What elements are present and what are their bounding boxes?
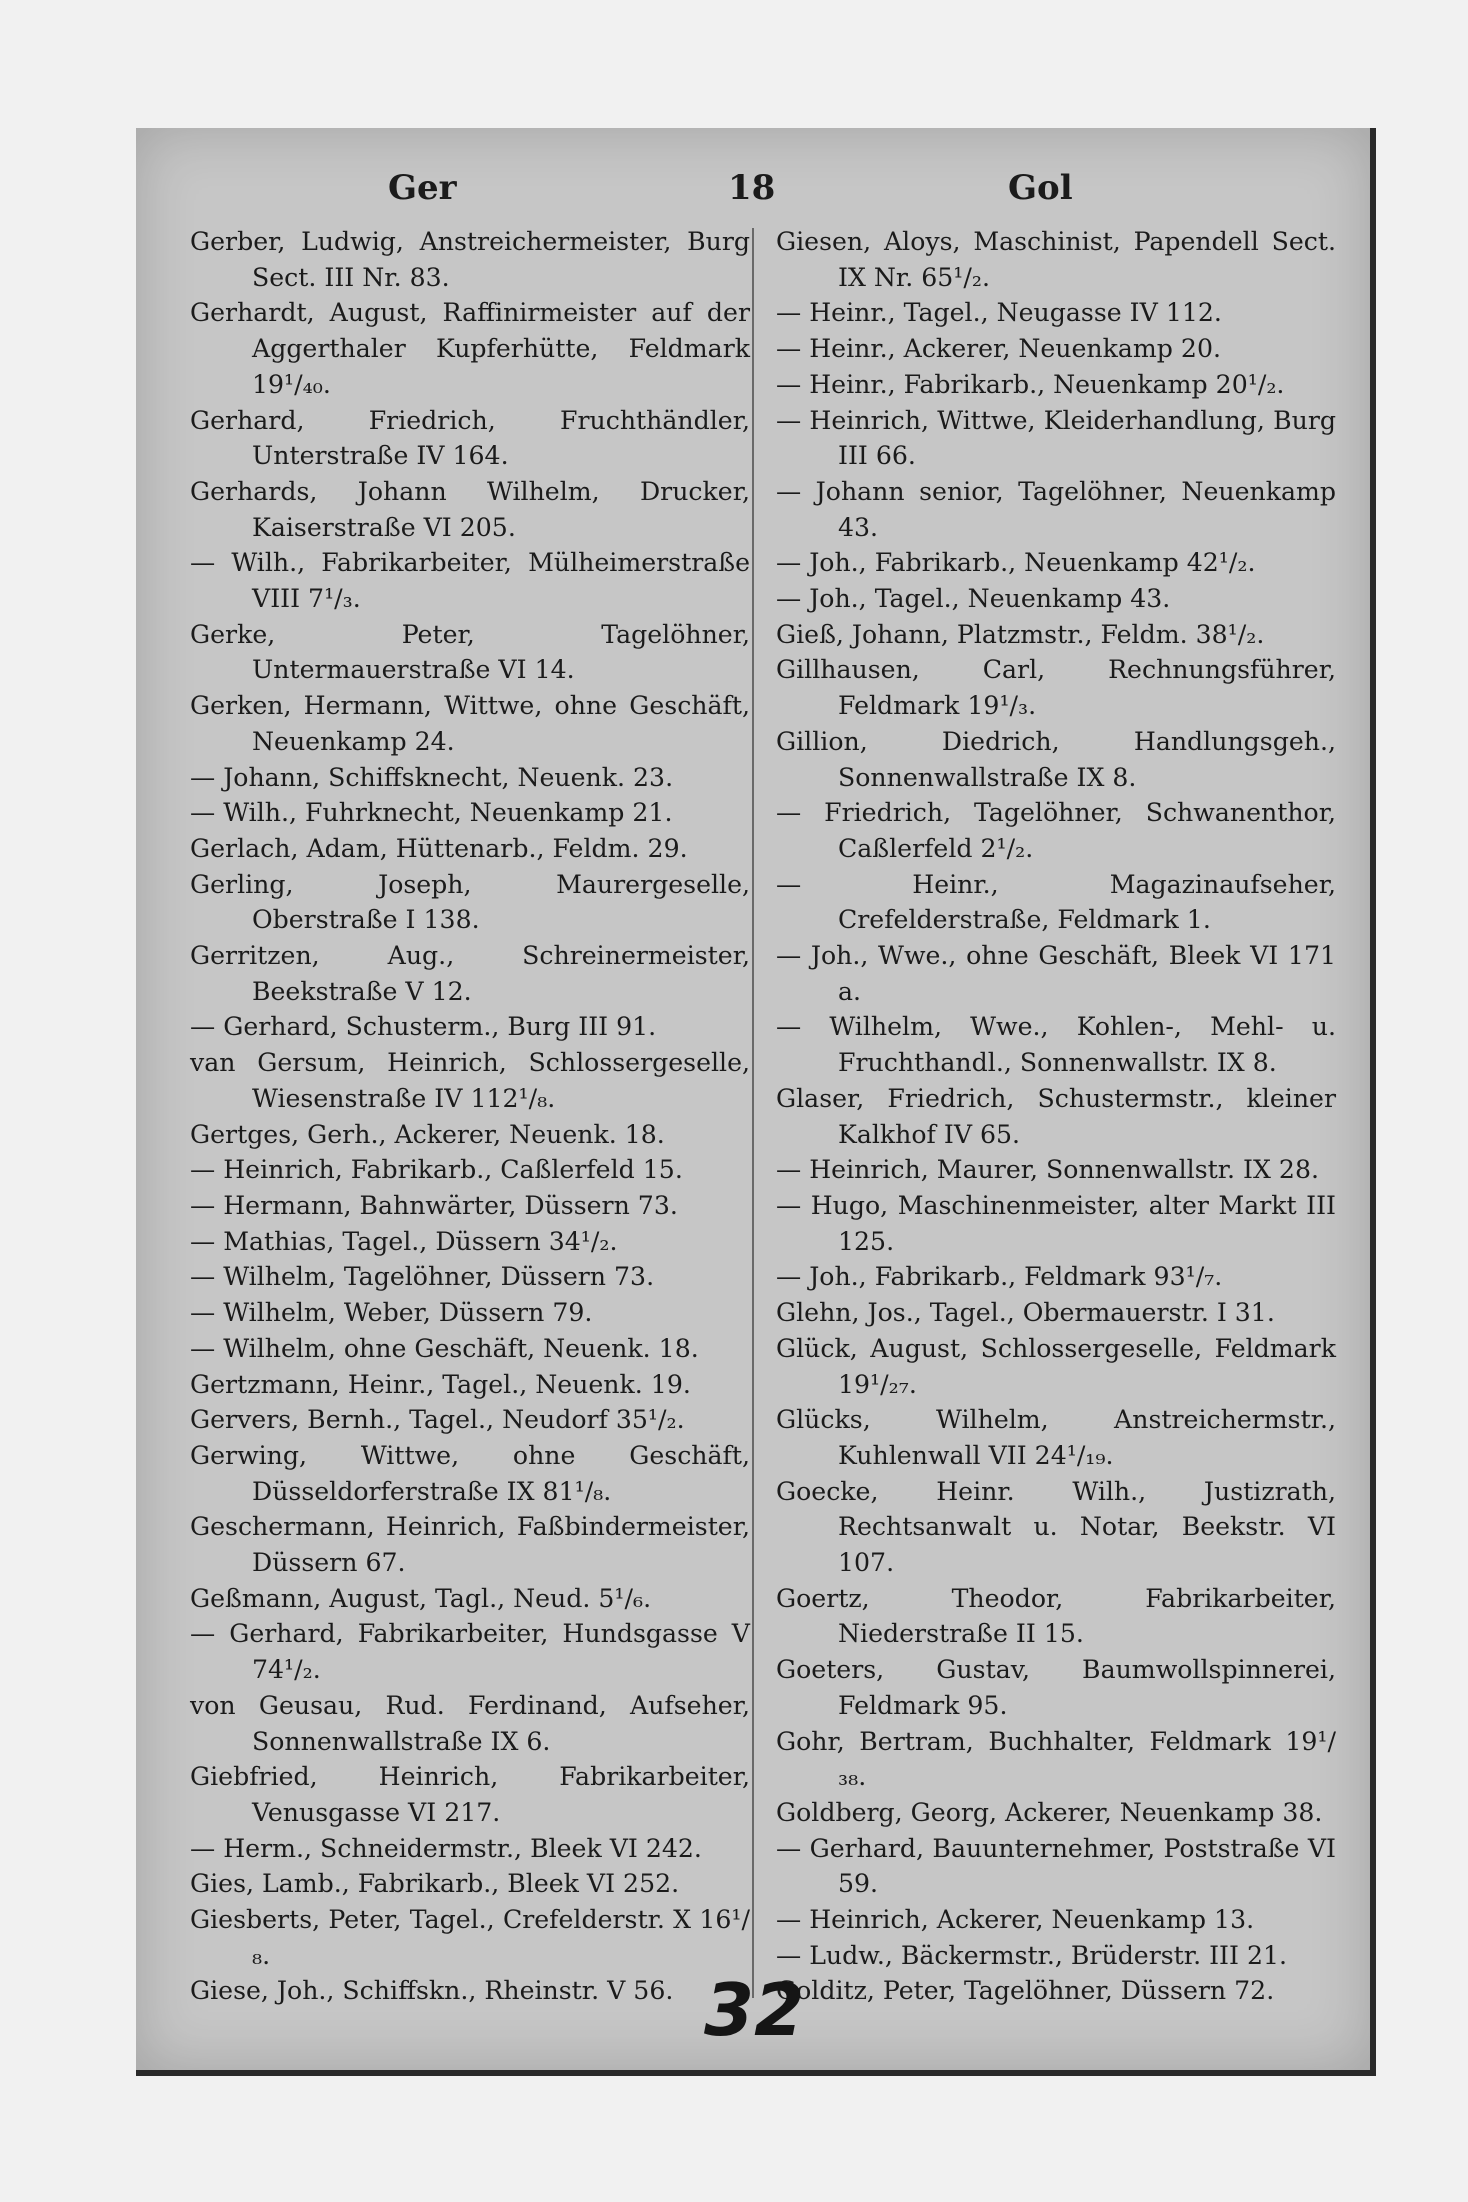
directory-entry: — Gerhard, Schusterm., Burg III 91. bbox=[190, 1012, 657, 1042]
directory-entry: Gillhausen, Carl, Rechnungsführer, Feldmark 19¹/₃. bbox=[776, 655, 1336, 721]
directory-entry: Gerhards, Johann Wilhelm, Drucker, Kaiserstraße VI 205. bbox=[190, 476, 750, 542]
directory-entry: Goldberg, Georg, Ackerer, Neuenkamp 38. bbox=[776, 1797, 1323, 1827]
directory-entry: Gertzmann, Heinr., Tagel., Neuenk. 19. bbox=[190, 1369, 691, 1399]
directory-entry: Glehn, Jos., Tagel., Obermauerstr. I 31. bbox=[776, 1298, 1275, 1328]
directory-entry: Gerke, Peter, Tagelöhner, Untermauerstraße VI 14. bbox=[190, 619, 750, 685]
directory-entry: Glücks, Wilhelm, Anstreichermstr., Kuhlenwall VII 24¹/₁₉. bbox=[776, 1405, 1336, 1470]
directory-entry: Gerlach, Adam, Hüttenarb., Feldm. 29. bbox=[190, 833, 688, 863]
directory-entry: — Wilhelm, Wwe., Kohlen-, Mehl- u. Fruchthandl., Sonnenwallstr. IX 8. bbox=[776, 1012, 1336, 1078]
directory-entry: Goecke, Heinr. Wilh., Justizrath, Rechtsanwalt u. Notar, Beekstr. VI 107. bbox=[776, 1476, 1336, 1578]
directory-entry: — Johann senior, Tagelöhner, Neuenkamp 43. bbox=[776, 476, 1336, 542]
directory-entry: — Wilhelm, Weber, Düssern 79. bbox=[190, 1298, 593, 1328]
directory-entry: Giesberts, Peter, Tagel., Crefelderstr. X 16¹/₈. bbox=[190, 1905, 750, 1970]
column-divider bbox=[752, 228, 754, 1998]
directory-entry: — Hermann, Bahnwärter, Düssern 73. bbox=[190, 1190, 678, 1220]
directory-entry: Gertges, Gerh., Ackerer, Neuenk. 18. bbox=[190, 1119, 665, 1149]
directory-entry: — Heinrich, Wittwe, Kleiderhandlung, Burg III 66. bbox=[776, 405, 1336, 471]
directory-entry: Goertz, Theodor, Fabrikarbeiter, Niederstraße II 15. bbox=[776, 1583, 1336, 1649]
directory-entry: Goeters, Gustav, Baumwollspinnerei, Feldmark 95. bbox=[776, 1655, 1336, 1720]
directory-entry: — Heinr., Ackerer, Neuenkamp 20. bbox=[776, 334, 1221, 364]
directory-entry: — Wilh., Fuhrknecht, Neuenkamp 21. bbox=[190, 798, 673, 828]
directory-entry: — Joh., Tagel., Neuenkamp 43. bbox=[776, 584, 1171, 614]
directory-entry: Giebfried, Heinrich, Fabrikarbeiter, Venusgasse VI 217. bbox=[190, 1762, 750, 1827]
left-column bbox=[190, 224, 750, 2009]
directory-entry: — Heinrich, Fabrikarb., Caßlerfeld 15. bbox=[190, 1155, 683, 1185]
directory-entry: — Joh., Fabrikarb., Feldmark 93¹/₇. bbox=[776, 1262, 1223, 1292]
directory-entry: Glück, August, Schlossergeselle, Feldmark 19¹/₂₇. bbox=[776, 1333, 1336, 1399]
directory-entry: — Hugo, Maschinenmeister, alter Markt III 125. bbox=[776, 1190, 1336, 1256]
directory-entry: — Wilhelm, Tagelöhner, Düssern 73. bbox=[190, 1262, 655, 1292]
directory-entry: — Gerhard, Fabrikarbeiter, Hundsgasse V 74¹/₂. bbox=[190, 1619, 750, 1685]
directory-entry: — Joh., Fabrikarb., Neuenkamp 42¹/₂. bbox=[776, 548, 1256, 578]
directory-entry: — Johann, Schiffsknecht, Neuenk. 23. bbox=[190, 762, 674, 792]
directory-entry: Giesen, Aloys, Maschinist, Papendell Sect. IX Nr. 65¹/₂. bbox=[776, 227, 1336, 292]
header-left-keyword: Ger bbox=[388, 168, 457, 208]
directory-entry: — Heinr., Magazinaufseher, Crefelderstraße, Feldmark 1. bbox=[776, 869, 1336, 935]
header-right-keyword: Gol bbox=[1008, 168, 1073, 208]
directory-entry: Gerhardt, August, Raffinirmeister auf der Aggerthaler Kupferhütte, Feldmark 19¹/₄₀. bbox=[190, 298, 750, 399]
directory-entry: Gieß, Johann, Platzmstr., Feldm. 38¹/₂. bbox=[776, 619, 1265, 649]
directory-entry: — Gerhard, Bauunternehmer, Poststraße VI 59. bbox=[776, 1833, 1336, 1899]
directory-entry: — Wilh., Fabrikarbeiter, Mülheimerstraße VIII 7¹/₃. bbox=[190, 548, 750, 614]
directory-entry: — Ludw., Bäckermstr., Brüderstr. III 21. bbox=[776, 1940, 1288, 1970]
directory-entry: — Heinrich, Maurer, Sonnenwallstr. IX 28. bbox=[776, 1155, 1319, 1185]
header-page-number: 18 bbox=[728, 168, 776, 208]
directory-entry: — Mathias, Tagel., Düssern 34¹/₂. bbox=[190, 1226, 618, 1256]
directory-entry: — Heinrich, Ackerer, Neuenkamp 13. bbox=[776, 1905, 1255, 1935]
directory-entry: Gerritzen, Aug., Schreinermeister, Beekstraße V 12. bbox=[190, 941, 750, 1006]
directory-entry: von Geusau, Rud. Ferdinand, Aufseher, Sonnenwallstraße IX 6. bbox=[190, 1690, 750, 1756]
directory-entry: Gerken, Hermann, Wittwe, ohne Geschäft, Neuenkamp 24. bbox=[190, 691, 750, 756]
directory-entry: van Gersum, Heinrich, Schlossergeselle, Wiesenstraße IV 112¹/₈. bbox=[190, 1048, 750, 1113]
right-column bbox=[776, 224, 1336, 2009]
directory-entry: Gerhard, Friedrich, Fruchthändler, Unterstraße IV 164. bbox=[190, 405, 750, 471]
directory-entry: — Joh., Wwe., ohne Geschäft, Bleek VI 171 a. bbox=[776, 941, 1336, 1006]
directory-entry: Gies, Lamb., Fabrikarb., Bleek VI 252. bbox=[190, 1869, 680, 1899]
directory-entry: Gohr, Bertram, Buchhalter, Feldmark 19¹/₃₈. bbox=[776, 1726, 1336, 1792]
directory-entry: — Wilhelm, ohne Geschäft, Neuenk. 18. bbox=[190, 1333, 699, 1363]
directory-entry: — Herm., Schneidermstr., Bleek VI 242. bbox=[190, 1833, 702, 1863]
directory-page bbox=[136, 128, 1376, 2076]
directory-entry: Gerber, Ludwig, Anstreichermeister, Burg Sect. III Nr. 83. bbox=[190, 227, 750, 292]
directory-entry: Gerwing, Wittwe, ohne Geschäft, Düsseldorferstraße IX 81¹/₈. bbox=[190, 1440, 750, 1506]
handwritten-page-number: 32 bbox=[704, 1968, 805, 2052]
directory-entry: Gervers, Bernh., Tagel., Neudorf 35¹/₂. bbox=[190, 1405, 685, 1435]
directory-entry: Geschermann, Heinrich, Faßbindermeister, Düssern 67. bbox=[190, 1512, 750, 1578]
directory-entry: Giese, Joh., Schiffskn., Rheinstr. V 56. bbox=[190, 1976, 674, 2006]
directory-entry: Gerling, Joseph, Maurergeselle, Oberstraße I 138. bbox=[190, 869, 750, 935]
directory-entry: Golditz, Peter, Tagelöhner, Düssern 72. bbox=[776, 1976, 1275, 2006]
directory-entry: — Heinr., Tagel., Neugasse IV 112. bbox=[776, 298, 1222, 328]
directory-entry: Glaser, Friedrich, Schustermstr., kleiner Kalkhof IV 65. bbox=[776, 1083, 1336, 1149]
directory-entry: Geßmann, August, Tagl., Neud. 5¹/₆. bbox=[190, 1583, 652, 1613]
directory-entry: — Heinr., Fabrikarb., Neuenkamp 20¹/₂. bbox=[776, 369, 1285, 399]
directory-entry: — Friedrich, Tagelöhner, Schwanenthor, Caßlerfeld 2¹/₂. bbox=[776, 798, 1336, 863]
running-header bbox=[136, 156, 1370, 216]
directory-entry: Gillion, Diedrich, Handlungsgeh., Sonnenwallstraße IX 8. bbox=[776, 726, 1336, 792]
